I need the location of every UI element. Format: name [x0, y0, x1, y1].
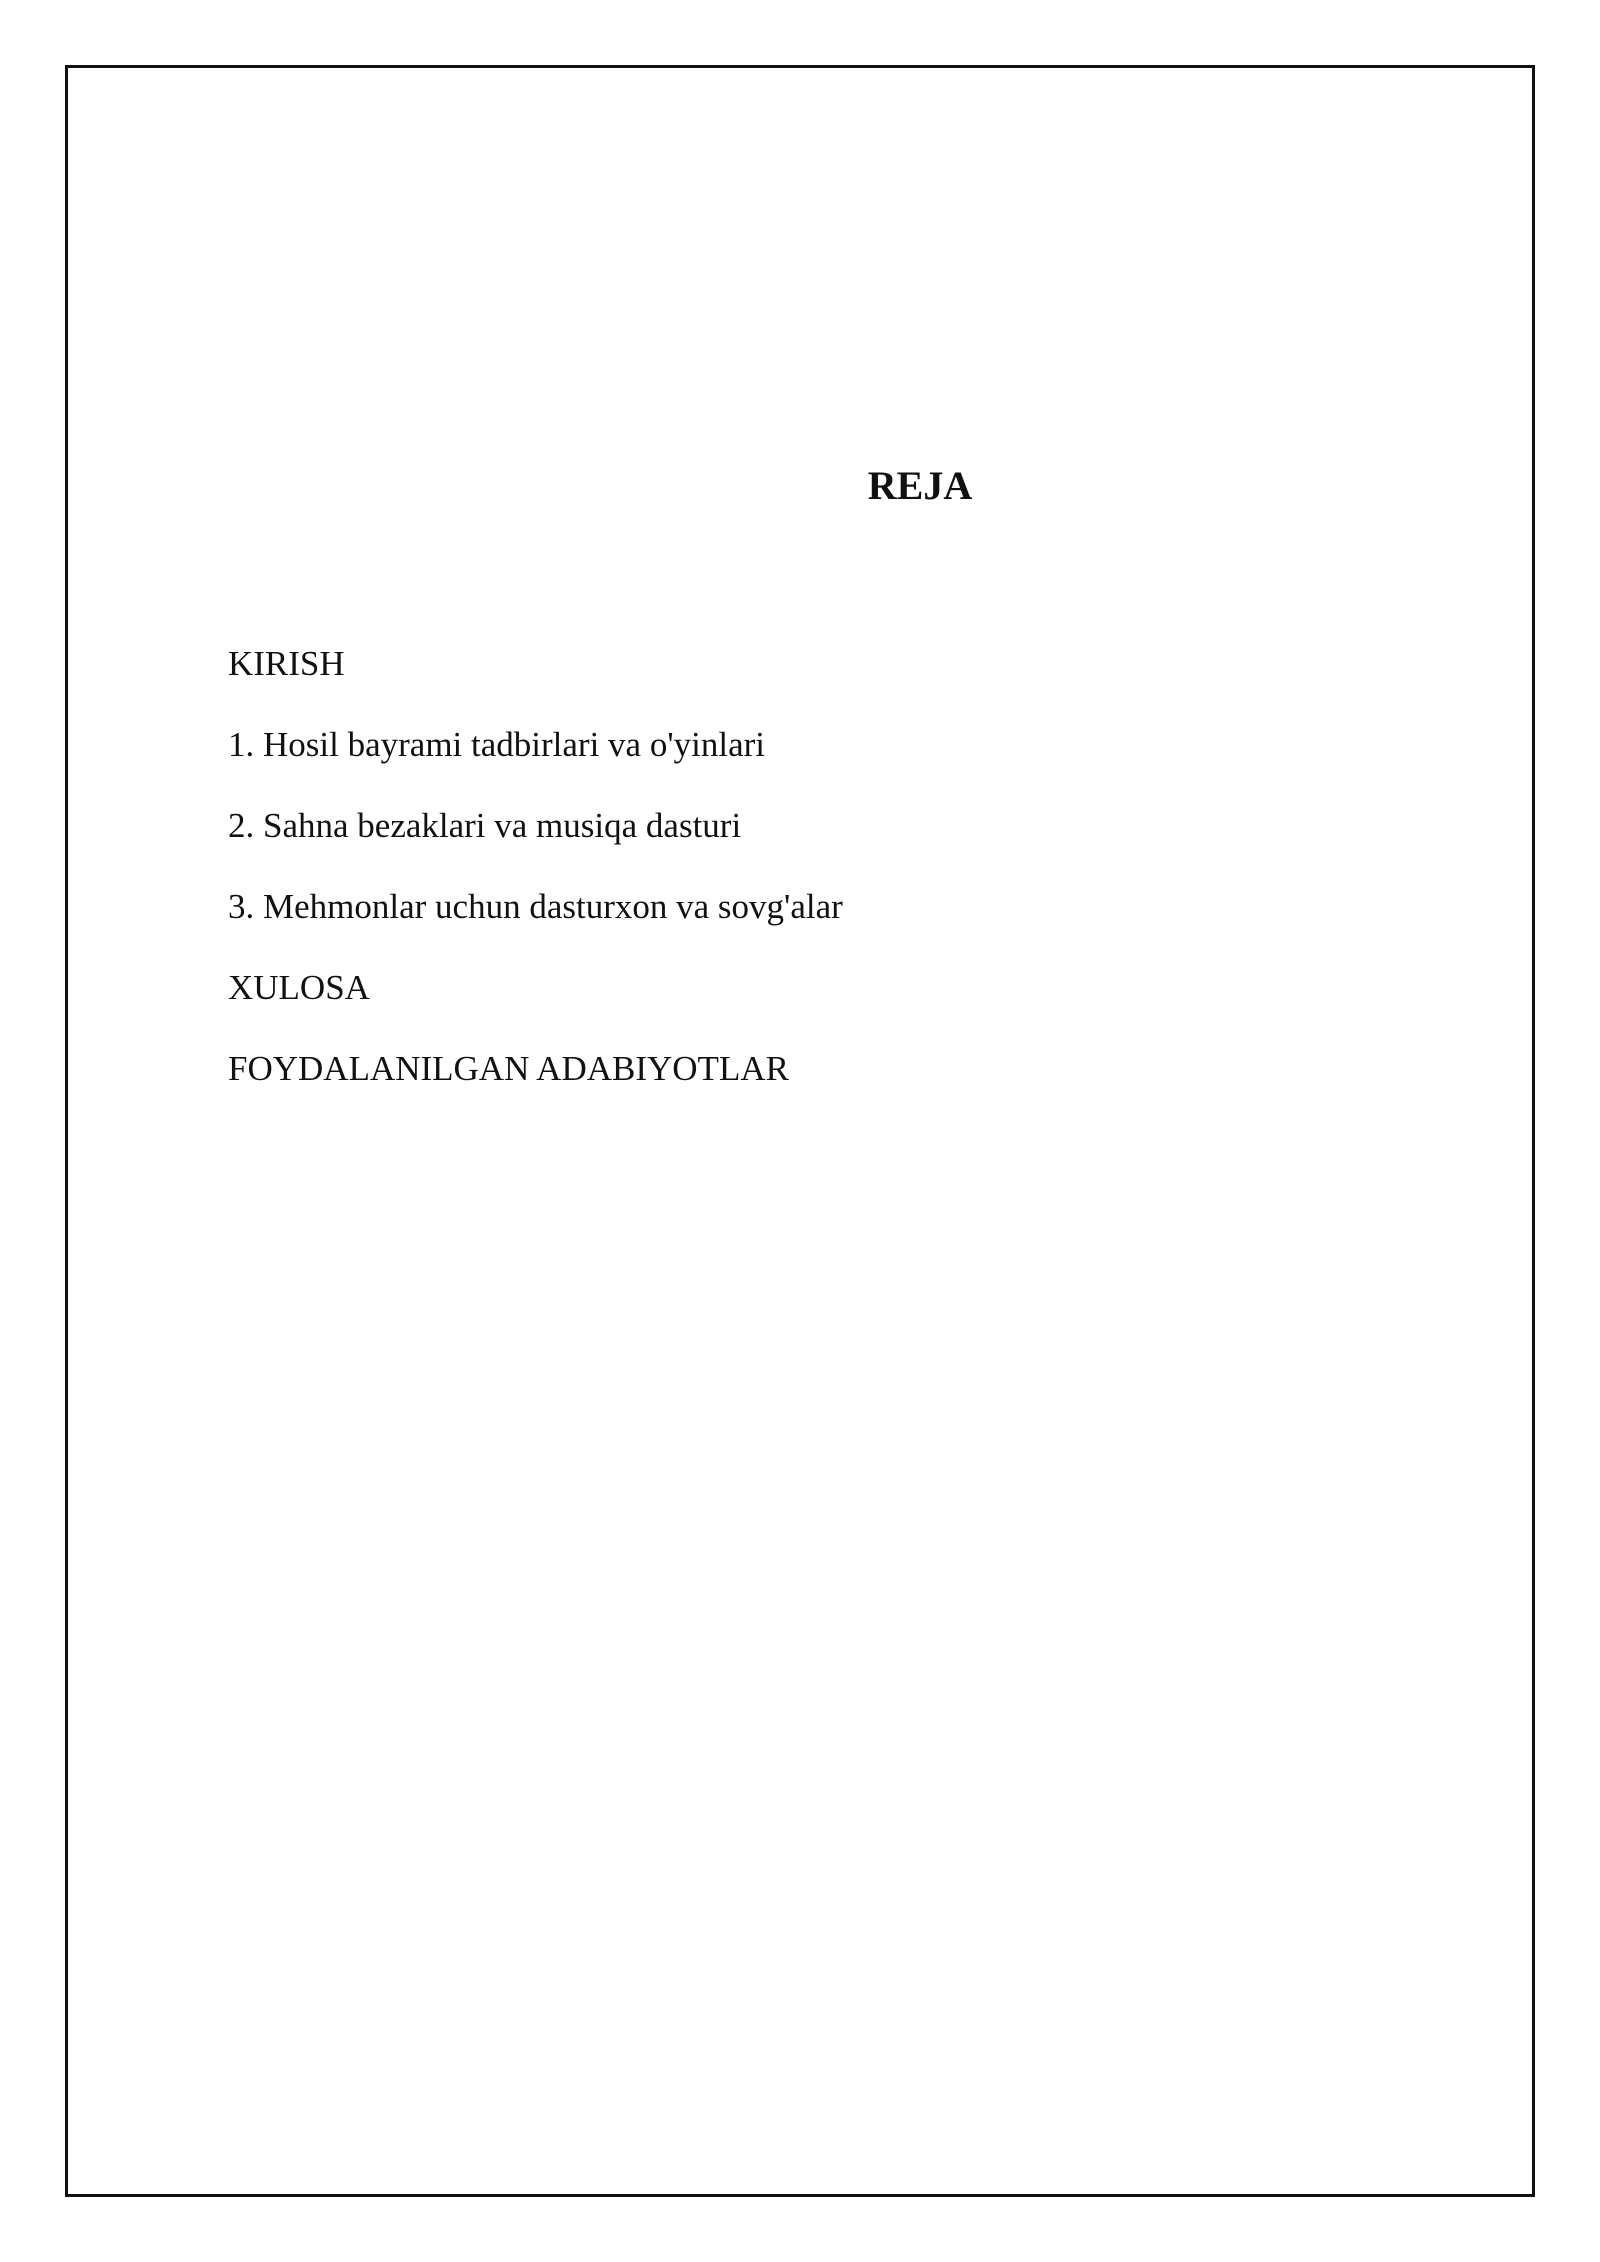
plan-item-3: 3. Mehmonlar uchun dasturxon va sovg'alar [228, 887, 843, 926]
plan-item-1: 1. Hosil bayrami tadbirlari va o'yinlari [228, 725, 765, 764]
page-border [65, 65, 1535, 2197]
document-title: REJA [867, 463, 973, 508]
plan-item-kirish: KIRISH [228, 644, 345, 683]
plan-item-2: 2. Sahna bezaklari va musiqa dasturi [228, 806, 742, 845]
plan-item-adabiyotlar: FOYDALANILGAN ADABIYOTLAR [228, 1049, 789, 1088]
plan-list [228, 643, 843, 1129]
plan-item-xulosa: XULOSA [228, 968, 370, 1007]
